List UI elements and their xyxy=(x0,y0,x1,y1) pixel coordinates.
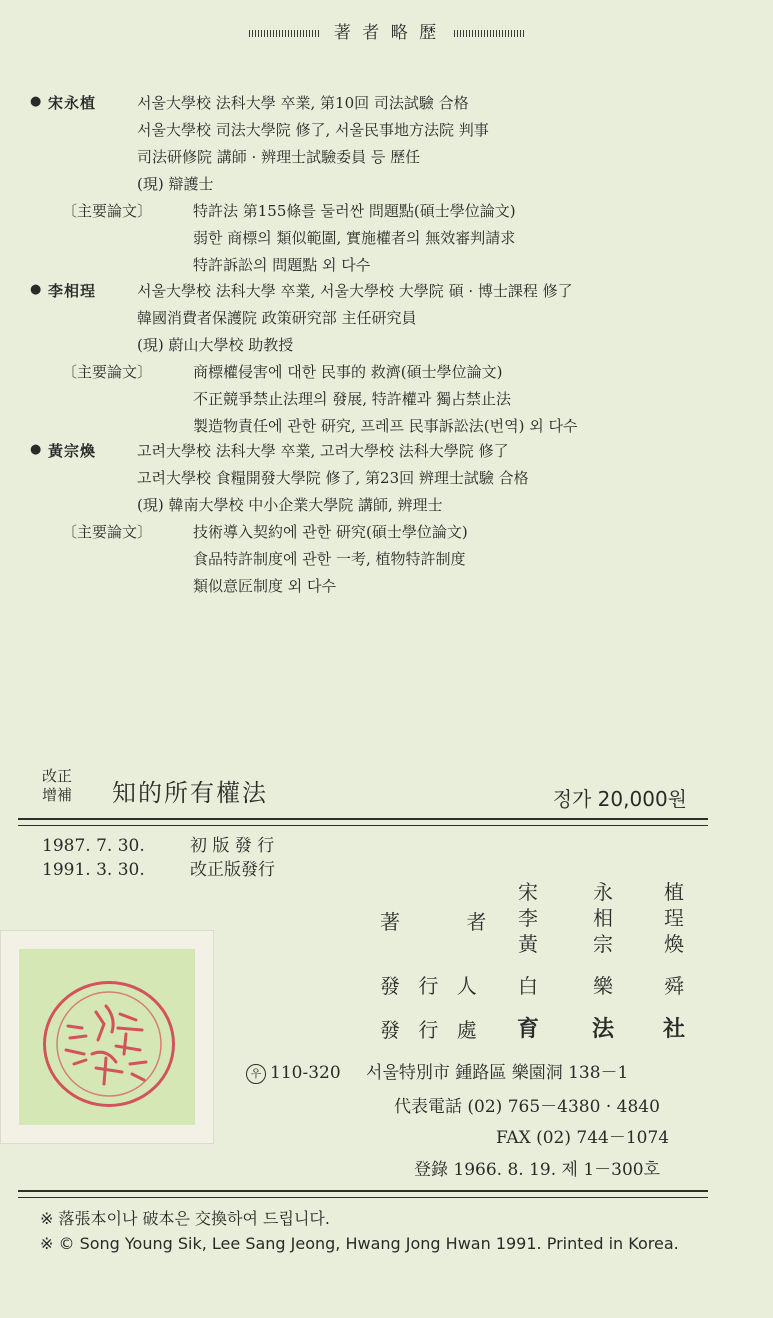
date-row xyxy=(42,834,275,858)
book-price: 정가 20,000원 xyxy=(552,787,687,811)
bio-line: (現) 蔚山大學校 助教授 xyxy=(137,336,294,354)
author-name: 宋永植 xyxy=(48,94,97,112)
date-value: 1987. 7. 30. xyxy=(42,836,145,856)
date-row xyxy=(42,858,275,882)
postal-address xyxy=(246,1058,628,1084)
revenue-stamp xyxy=(0,930,214,1144)
street-address: 서울特別市 鍾路區 樂園洞 138－1 xyxy=(366,1063,629,1083)
edition-dates xyxy=(42,834,275,882)
date-label: 初 版 發 行 xyxy=(190,836,275,856)
bullet-icon: ● xyxy=(30,282,42,297)
bio-line: 서울大學校 法科大學 卒業, 서울大學校 大學院 碩 · 博士課程 修了 xyxy=(137,282,573,300)
author-char: 永 xyxy=(593,880,613,904)
bio-line: 서울大學校 司法大學院 修了, 서울民事地方法院 判事 xyxy=(137,121,489,139)
publisher-logo-char: 法 xyxy=(591,1017,614,1042)
bio-line: 韓國消費者保護院 政策研究部 主任研究員 xyxy=(137,309,417,327)
paper-line: 特許訴訟의 問題點 외 다수 xyxy=(193,256,371,274)
publisher-logo-char: 社 xyxy=(662,1017,685,1042)
registration-number: 登錄 1966. 8. 19. 제 1－300호 xyxy=(414,1160,661,1180)
bio-line: 서울大學校 法科大學 卒業, 第10回 司法試驗 合格 xyxy=(137,94,469,112)
header-rule-right xyxy=(454,30,524,37)
bio-line: (現) 韓南大學校 中小企業大學院 講師, 辨理士 xyxy=(137,496,443,514)
note-line: ※ © Song Young Sik, Lee Sang Jeong, Hwang Jong Hwan 1991. Printed in Korea. xyxy=(40,1234,679,1253)
header-rule-left xyxy=(249,30,319,37)
paper-line: 弱한 商標의 類似範圍, 實施權者의 無效審判請求 xyxy=(193,229,516,247)
paper-line: 技術導入契約에 관한 研究(碩士學位論文) xyxy=(193,523,468,541)
publisher-person-char: 舜 xyxy=(664,974,684,998)
author-char: 宗 xyxy=(593,932,613,956)
bio-line: (現) 辯護士 xyxy=(137,175,214,193)
edition-line: 改正 xyxy=(42,767,73,785)
papers-label: 〔主要論文〕 xyxy=(62,202,153,220)
paper-line: 特許法 第155條를 둘러싼 問題點(碩士學位論文) xyxy=(193,202,516,220)
paper-line: 類似意匠制度 외 다수 xyxy=(193,577,337,595)
paper-line: 製造物責任에 관한 研究, 프레프 民事訴訟法(번역) 외 다수 xyxy=(193,417,578,435)
bullet-icon: ● xyxy=(30,94,42,109)
phone-number: 代表電話 (02) 765－4380 · 4840 xyxy=(394,1097,660,1117)
bio-line: 고려大學校 法科大學 卒業, 고려大學校 法科大學院 修了 xyxy=(137,442,509,460)
book-title-row xyxy=(0,765,773,815)
author-char: 煥 xyxy=(664,932,684,956)
divider-top xyxy=(18,818,708,826)
authors-label: 著 者 xyxy=(380,910,517,934)
date-label: 改正版發行 xyxy=(190,860,275,880)
postal-mark-icon: 우 xyxy=(246,1064,266,1084)
publisher-label: 發 行 處 xyxy=(380,1018,483,1042)
paper-line: 商標權侵害에 대한 民事的 救濟(碩士學位論文) xyxy=(193,363,503,381)
author-char: 珵 xyxy=(664,906,684,930)
header-title: 著 者 略 歷 xyxy=(333,23,440,43)
date-value: 1991. 3. 30. xyxy=(42,860,145,880)
bullet-icon: ● xyxy=(30,442,42,457)
author-char: 黃 xyxy=(518,932,538,956)
papers-label: 〔主要論文〕 xyxy=(62,363,153,381)
paper-line: 不正競爭禁止法理의 發展, 特許權과 獨占禁止法 xyxy=(193,390,512,408)
edition-line: 增補 xyxy=(42,786,73,804)
footer-notes xyxy=(40,1206,720,1256)
author-char: 植 xyxy=(664,880,684,904)
papers-label: 〔主要論文〕 xyxy=(62,523,153,541)
postal-code: 110-320 xyxy=(270,1063,341,1083)
book-title: 知的所有權法 xyxy=(112,779,268,807)
bio-line: 고려大學校 食糧開發大學院 修了, 第23回 辨理士試驗 合格 xyxy=(137,469,529,487)
author-name: 黃宗煥 xyxy=(48,442,97,460)
bio-line: 司法研修院 講師 · 辨理士試驗委員 등 歷任 xyxy=(137,148,421,166)
publisher-person-label: 發 行 人 xyxy=(380,974,483,998)
publisher-logo-char: 育 xyxy=(516,1017,539,1042)
publisher-person-char: 白 xyxy=(518,974,538,998)
note-line: ※ 落張本이나 破本은 交換하여 드립니다. xyxy=(40,1209,330,1228)
fax-number: FAX (02) 744－1074 xyxy=(496,1128,670,1148)
author-char: 相 xyxy=(593,906,613,930)
author-char: 李 xyxy=(518,906,538,930)
red-seal-icon xyxy=(43,981,175,1107)
author-char: 宋 xyxy=(518,880,538,904)
divider-bottom xyxy=(18,1190,708,1198)
publisher-person-char: 樂 xyxy=(593,974,613,998)
page-header xyxy=(0,18,773,43)
paper-line: 食品特許制度에 관한 一考, 植物特許制度 xyxy=(193,550,466,568)
author-name: 李相珵 xyxy=(48,282,97,300)
edition-mark xyxy=(42,767,72,805)
